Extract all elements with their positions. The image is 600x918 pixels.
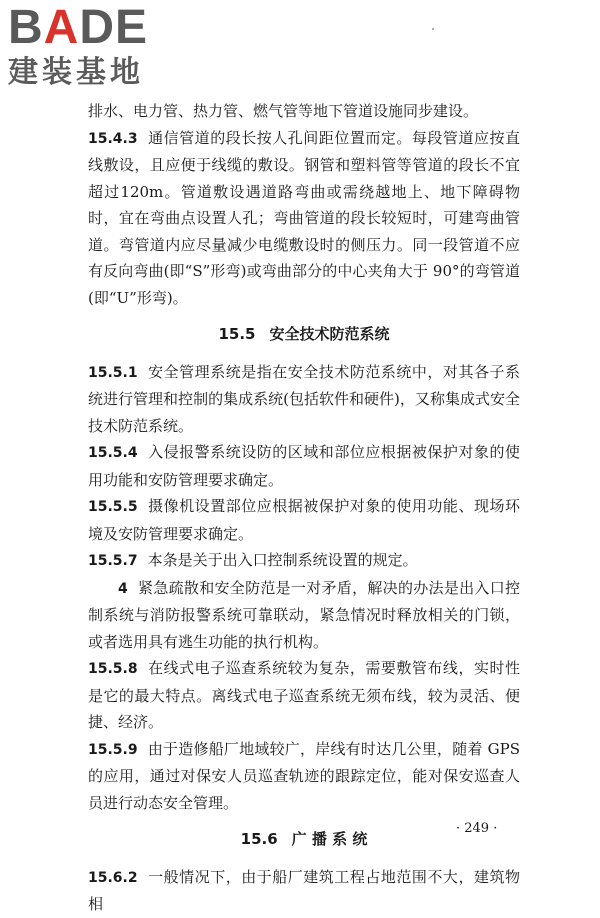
clause-paragraph <box>88 575 520 656</box>
bade-logo <box>8 2 178 94</box>
document-body <box>88 98 520 918</box>
section-number: 15.6 <box>240 830 278 848</box>
clause-paragraph <box>88 493 520 547</box>
page-number: · 249 · <box>456 821 498 836</box>
clause-number: 15.4.3 <box>88 130 138 147</box>
clause-number: 15.5.9 <box>88 741 138 758</box>
logo-subtitle: 建装基地 <box>8 55 144 90</box>
clause-number: 4 <box>118 580 128 597</box>
clause-paragraph <box>88 655 520 736</box>
clause-number: 15.5.8 <box>88 661 138 677</box>
clause-paragraph <box>88 98 520 125</box>
clause-text: 安全管理系统是指在安全技术防范系统中，对其各子系统进行管理和控制的集成系统(包括软件和硬件)，又称集成式安全技术防范系统。 <box>88 362 520 435</box>
scan-speck <box>432 28 434 30</box>
section-title: 安全技术防范系统 <box>269 325 390 343</box>
clause-text: 在线式电子巡查系统较为复杂，需要敷管布线，实时性是它的最大特点。离线式电子巡查系统无须布线，较为灵活、便捷、经济。 <box>88 659 520 731</box>
clause-text: 由于造修船厂地域较广，岸线有时达几公里，随着 GPS 的应用，通过对保安人员巡查轨迹的跟踪定位，能对保安巡查人员进行动态安全管理。 <box>88 739 520 812</box>
clause-text: 一般情况下，由于船厂建筑工程占地范围不大，建筑物相 <box>88 867 520 913</box>
clause-paragraph <box>88 125 520 312</box>
clause-paragraph <box>88 547 520 575</box>
clause-number: 15.6.2 <box>88 869 138 886</box>
section-heading <box>88 311 520 359</box>
clause-text: 通信管道的段长按人孔间距位置而定。每段管道应按直线敷设，且应便于线缆的敷设。钢管和塑料管等管道的段长不宜超过120m。管道敷设遇道路弯曲或需绕越地上、地下障碍物时，宜在弯曲点设置人孔；弯曲管道的段长较短时，可建弯曲管道。弯管道内应尽量减少电缆敷设时的侧压力。同一段管道不应有反向弯曲(即“S”形弯)或弯曲部分的中心夹角大于 90°的弯管道(即“U”形弯)。 <box>88 128 520 307</box>
clause-text: 入侵报警系统设防的区域和部位应根据被保护对象的使用功能和安防管理要求确定。 <box>88 443 520 489</box>
clause-number: 15.5.7 <box>88 553 138 569</box>
clause-number: 15.5.5 <box>88 499 138 515</box>
clause-number: 15.5.4 <box>88 445 138 461</box>
clause-number: 15.5.1 <box>88 364 138 381</box>
clause-text: 摄像机设置部位应根据被保护对象的使用功能、现场环境及安防管理要求确定。 <box>88 497 520 543</box>
clause-text: 本条是关于出入口控制系统设置的规定。 <box>147 551 418 569</box>
clause-text: 紧急疏散和安全防范是一对矛盾，解决的办法是出入口控制系统与消防报警系统可靠联动，紧急情况时释放相关的门锁，或者选用具有逃生功能的执行机构。 <box>88 578 520 651</box>
section-number: 15.5 <box>218 325 256 343</box>
clause-paragraph <box>88 864 520 918</box>
clause-paragraph <box>88 439 520 493</box>
logo-wordmark: BADE <box>8 1 149 54</box>
clause-paragraph <box>88 736 520 817</box>
section-title: 广 播 系 统 <box>291 830 368 848</box>
clause-text: 排水、电力管、热力管、燃气管等地下管道设施同步建设。 <box>88 102 479 120</box>
clause-paragraph <box>88 359 520 440</box>
